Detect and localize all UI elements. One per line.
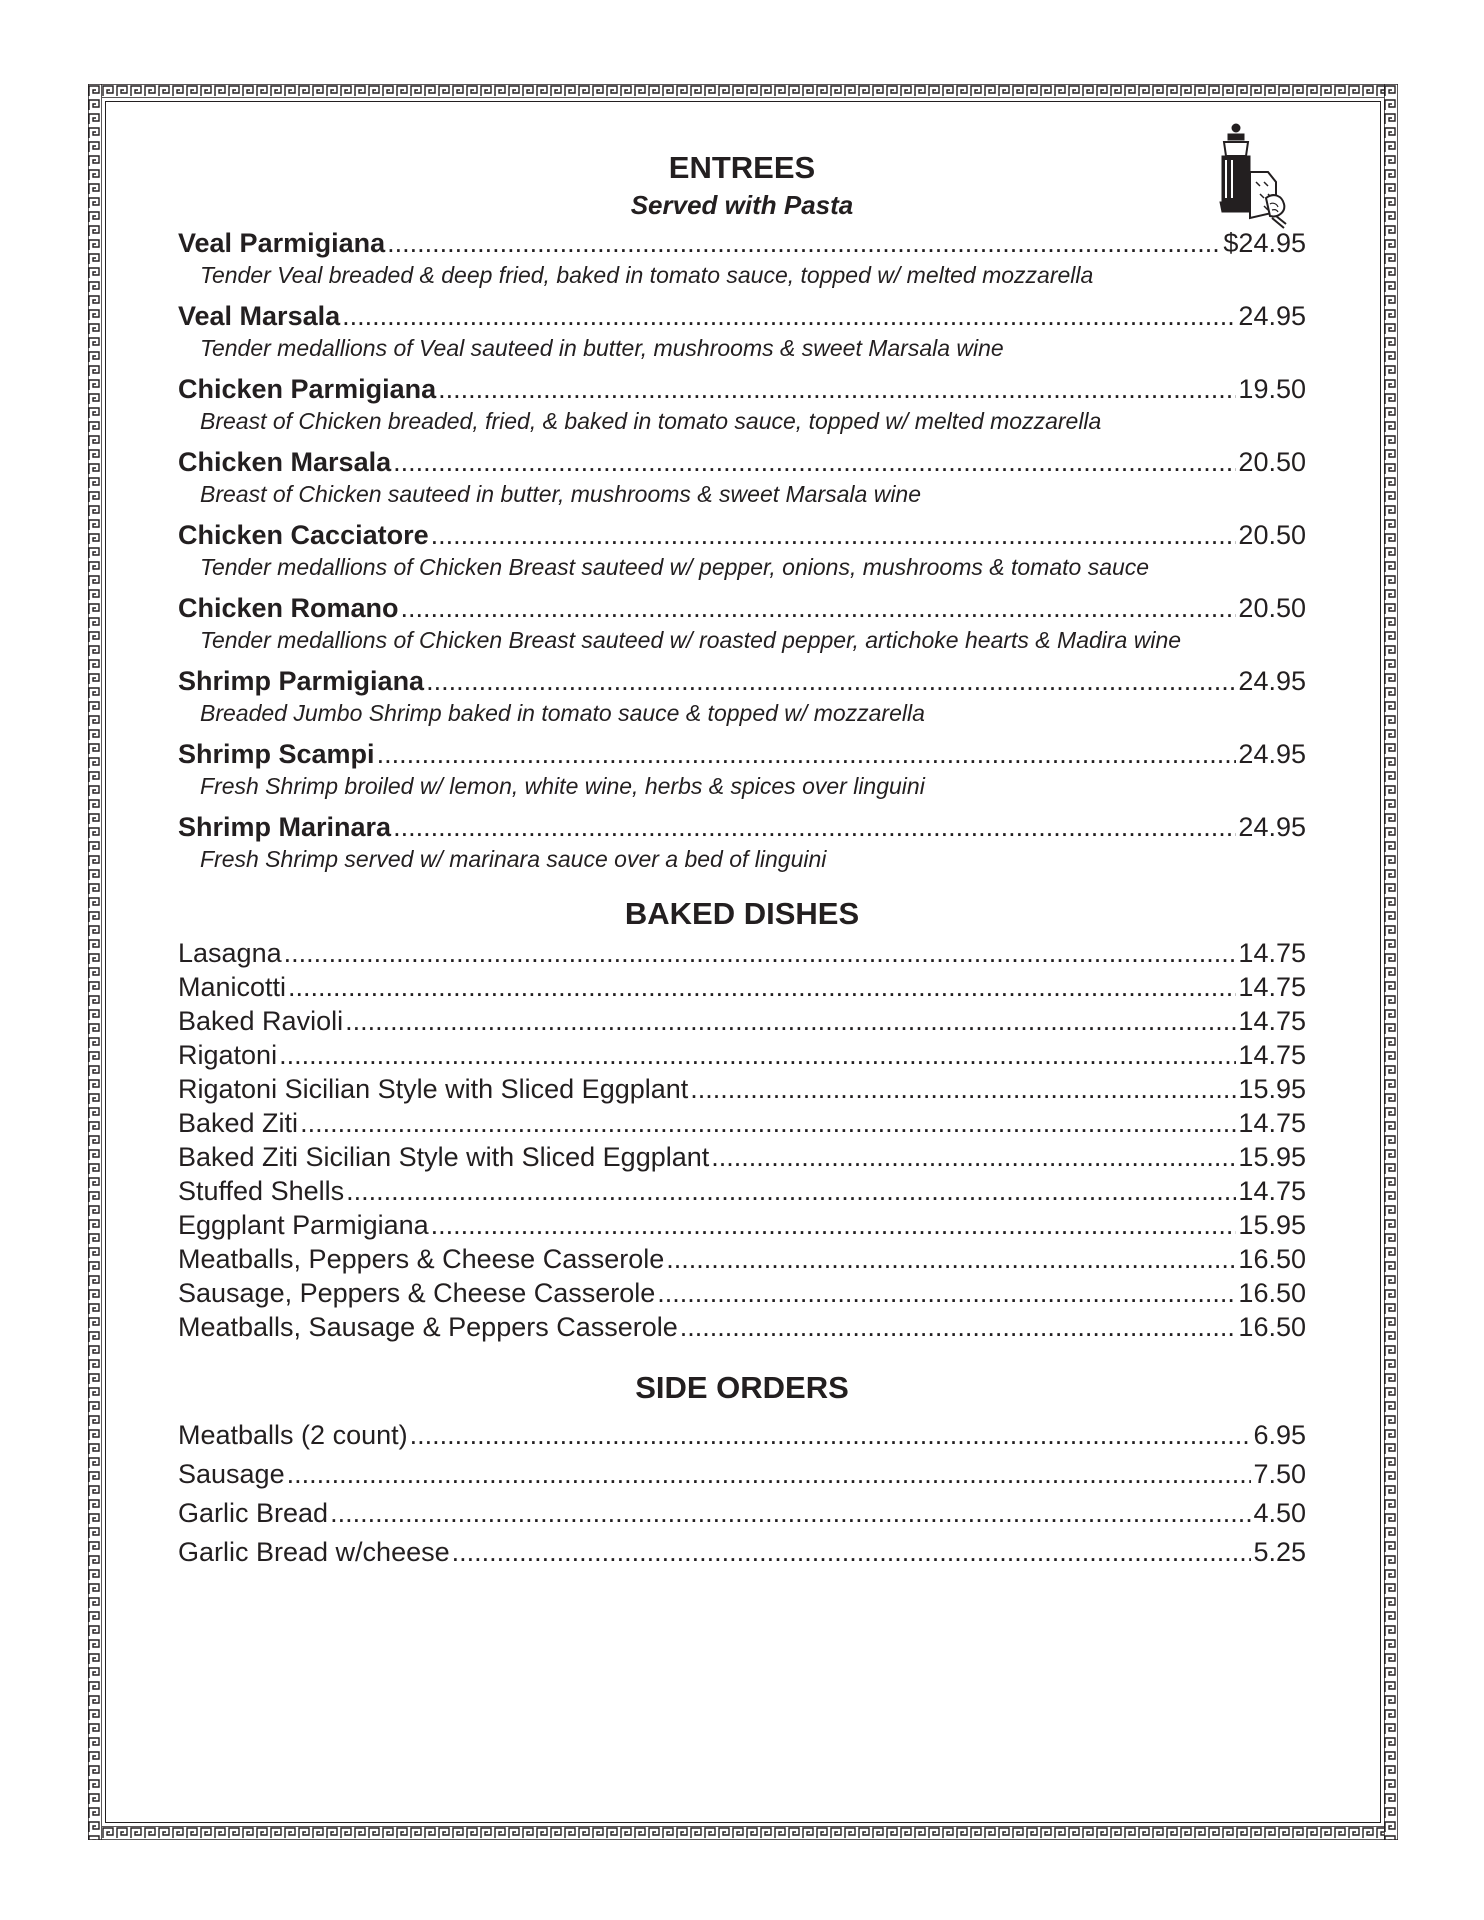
dot-leader <box>345 1004 1236 1038</box>
dot-leader <box>452 1533 1252 1572</box>
entree-description: Tender Veal breaded & deep fried, baked in tomato sauce, topped w/ melted mozzarella <box>200 262 1094 288</box>
entree-description: Tender medallions of Chicken Breast sauteed w/ pepper, onions, mushrooms & tomato sauce <box>200 554 1150 580</box>
item-price: 15.95 <box>1238 1074 1306 1104</box>
entree-price: 20.50 <box>1238 520 1306 550</box>
item-name: Meatballs, Peppers & Cheese Casserole <box>178 1244 665 1274</box>
dot-leader <box>438 372 1236 406</box>
item-name: Rigatoni <box>178 1040 278 1070</box>
item-name: Sausage <box>178 1459 285 1489</box>
list-item <box>178 1533 1306 1572</box>
item-name: Manicotti <box>178 972 287 1002</box>
entree-item <box>178 226 1306 290</box>
dot-leader <box>377 737 1237 771</box>
border-bottom <box>88 1826 1398 1840</box>
entree-name: Shrimp Marinara <box>178 812 392 842</box>
entree-description: Breast of Chicken sauteed in butter, mushrooms & sweet Marsala wine <box>200 481 922 507</box>
item-price: 15.95 <box>1238 1142 1306 1172</box>
dot-leader <box>401 591 1237 625</box>
dot-leader <box>410 1416 1252 1455</box>
list-item <box>178 1106 1306 1140</box>
dot-leader <box>288 970 1236 1004</box>
dot-leader <box>711 1140 1236 1174</box>
entree-item <box>178 518 1306 582</box>
dot-leader <box>342 299 1236 333</box>
list-item <box>178 1455 1306 1494</box>
dot-leader <box>680 1310 1237 1344</box>
side-orders-list <box>178 1416 1306 1572</box>
item-price: 5.25 <box>1253 1537 1306 1567</box>
item-name: Meatballs (2 count) <box>178 1420 408 1450</box>
list-item <box>178 970 1306 1004</box>
item-name: Garlic Bread <box>178 1498 329 1528</box>
list-item <box>178 936 1306 970</box>
item-price: 14.75 <box>1238 1176 1306 1206</box>
entree-name: Chicken Parmigiana <box>178 374 437 404</box>
entree-description: Tender medallions of Chicken Breast sauteed w/ roasted pepper, artichoke hearts & Madira wine <box>200 627 1182 653</box>
dot-leader <box>279 1038 1236 1072</box>
dot-leader <box>284 936 1237 970</box>
dot-leader <box>300 1106 1236 1140</box>
entree-price: 20.50 <box>1238 447 1306 477</box>
item-price: 6.95 <box>1253 1420 1306 1450</box>
entree-item <box>178 299 1306 363</box>
entree-name: Chicken Romano <box>178 593 399 623</box>
item-name: Baked Ziti <box>178 1108 299 1138</box>
list-item <box>178 1004 1306 1038</box>
list-item <box>178 1276 1306 1310</box>
entrees-subtitle: Served with Pasta <box>630 190 854 220</box>
dot-leader <box>666 1242 1236 1276</box>
entree-name: Veal Marsala <box>178 301 341 331</box>
item-price: 14.75 <box>1238 938 1306 968</box>
baked-dishes-list <box>178 936 1306 1344</box>
list-item <box>178 1174 1306 1208</box>
entrees-title: ENTREES <box>668 150 816 185</box>
entree-price: 20.50 <box>1238 593 1306 623</box>
entree-item <box>178 737 1306 801</box>
entree-name: Chicken Cacciatore <box>178 520 429 550</box>
entree-description: Fresh Shrimp broiled w/ lemon, white wine, herbs & spices over linguini <box>200 773 925 799</box>
dot-leader <box>431 1208 1237 1242</box>
list-item <box>178 1208 1306 1242</box>
dot-leader <box>287 1455 1252 1494</box>
border-top <box>88 84 1398 98</box>
list-item <box>178 1242 1306 1276</box>
entree-description: Breast of Chicken breaded, fried, & baked in tomato sauce, topped w/ melted mozzarella <box>200 408 1102 434</box>
entree-item <box>178 591 1306 655</box>
item-price: 16.50 <box>1238 1312 1306 1342</box>
list-item <box>178 1140 1306 1174</box>
item-name: Baked Ziti Sicilian Style with Sliced Eggplant <box>178 1142 710 1172</box>
item-name: Rigatoni Sicilian Style with Sliced Eggplant <box>178 1074 689 1104</box>
entree-description: Tender medallions of Veal sauteed in butter, mushrooms & sweet Marsala wine <box>200 335 1004 361</box>
entree-item <box>178 445 1306 509</box>
dot-leader <box>330 1494 1251 1533</box>
entree-price: $24.95 <box>1223 228 1306 258</box>
dot-leader <box>393 445 1236 479</box>
item-name: Stuffed Shells <box>178 1176 345 1206</box>
entree-price: 24.95 <box>1238 666 1306 696</box>
dot-leader <box>346 1174 1236 1208</box>
dot-leader <box>690 1072 1236 1106</box>
dot-leader <box>657 1276 1236 1310</box>
item-name: Baked Ravioli <box>178 1006 344 1036</box>
item-price: 16.50 <box>1238 1278 1306 1308</box>
border-right <box>1384 84 1398 1840</box>
entrees-list <box>178 226 1306 874</box>
list-item <box>178 1072 1306 1106</box>
item-price: 16.50 <box>1238 1244 1306 1274</box>
entree-price: 24.95 <box>1238 812 1306 842</box>
dot-leader <box>393 810 1236 844</box>
item-price: 14.75 <box>1238 1040 1306 1070</box>
item-name: Lasagna <box>178 938 282 968</box>
entree-price: 19.50 <box>1238 374 1306 404</box>
item-price: 15.95 <box>1238 1210 1306 1240</box>
item-price: 14.75 <box>1238 1108 1306 1138</box>
entree-name: Shrimp Scampi <box>178 739 375 769</box>
dot-leader <box>387 226 1221 260</box>
border-left <box>88 84 102 1840</box>
item-price: 4.50 <box>1253 1498 1306 1528</box>
list-item <box>178 1310 1306 1344</box>
item-name: Sausage, Peppers & Cheese Casserole <box>178 1278 656 1308</box>
menu-page <box>178 150 1306 1572</box>
list-item <box>178 1038 1306 1072</box>
entree-item <box>178 810 1306 874</box>
dot-leader <box>431 518 1237 552</box>
item-name: Garlic Bread w/cheese <box>178 1537 450 1567</box>
entree-item <box>178 372 1306 436</box>
entree-price: 24.95 <box>1238 301 1306 331</box>
item-price: 7.50 <box>1253 1459 1306 1489</box>
dot-leader <box>426 664 1236 698</box>
item-price: 14.75 <box>1238 1006 1306 1036</box>
item-price: 14.75 <box>1238 972 1306 1002</box>
entree-description: Breaded Jumbo Shrimp baked in tomato sauce & topped w/ mozzarella <box>200 700 925 726</box>
list-item <box>178 1416 1306 1455</box>
entree-name: Chicken Marsala <box>178 447 392 477</box>
entree-item <box>178 664 1306 728</box>
list-item <box>178 1494 1306 1533</box>
item-name: Eggplant Parmigiana <box>178 1210 429 1240</box>
entree-description: Fresh Shrimp served w/ marinara sauce over a bed of linguini <box>200 846 827 872</box>
entree-name: Veal Parmigiana <box>178 228 386 258</box>
item-name: Meatballs, Sausage & Peppers Casserole <box>178 1312 678 1342</box>
entree-name: Shrimp Parmigiana <box>178 666 425 696</box>
entree-price: 24.95 <box>1238 739 1306 769</box>
side-orders-title: SIDE ORDERS <box>635 1370 849 1405</box>
baked-dishes-title: BAKED DISHES <box>624 896 860 931</box>
